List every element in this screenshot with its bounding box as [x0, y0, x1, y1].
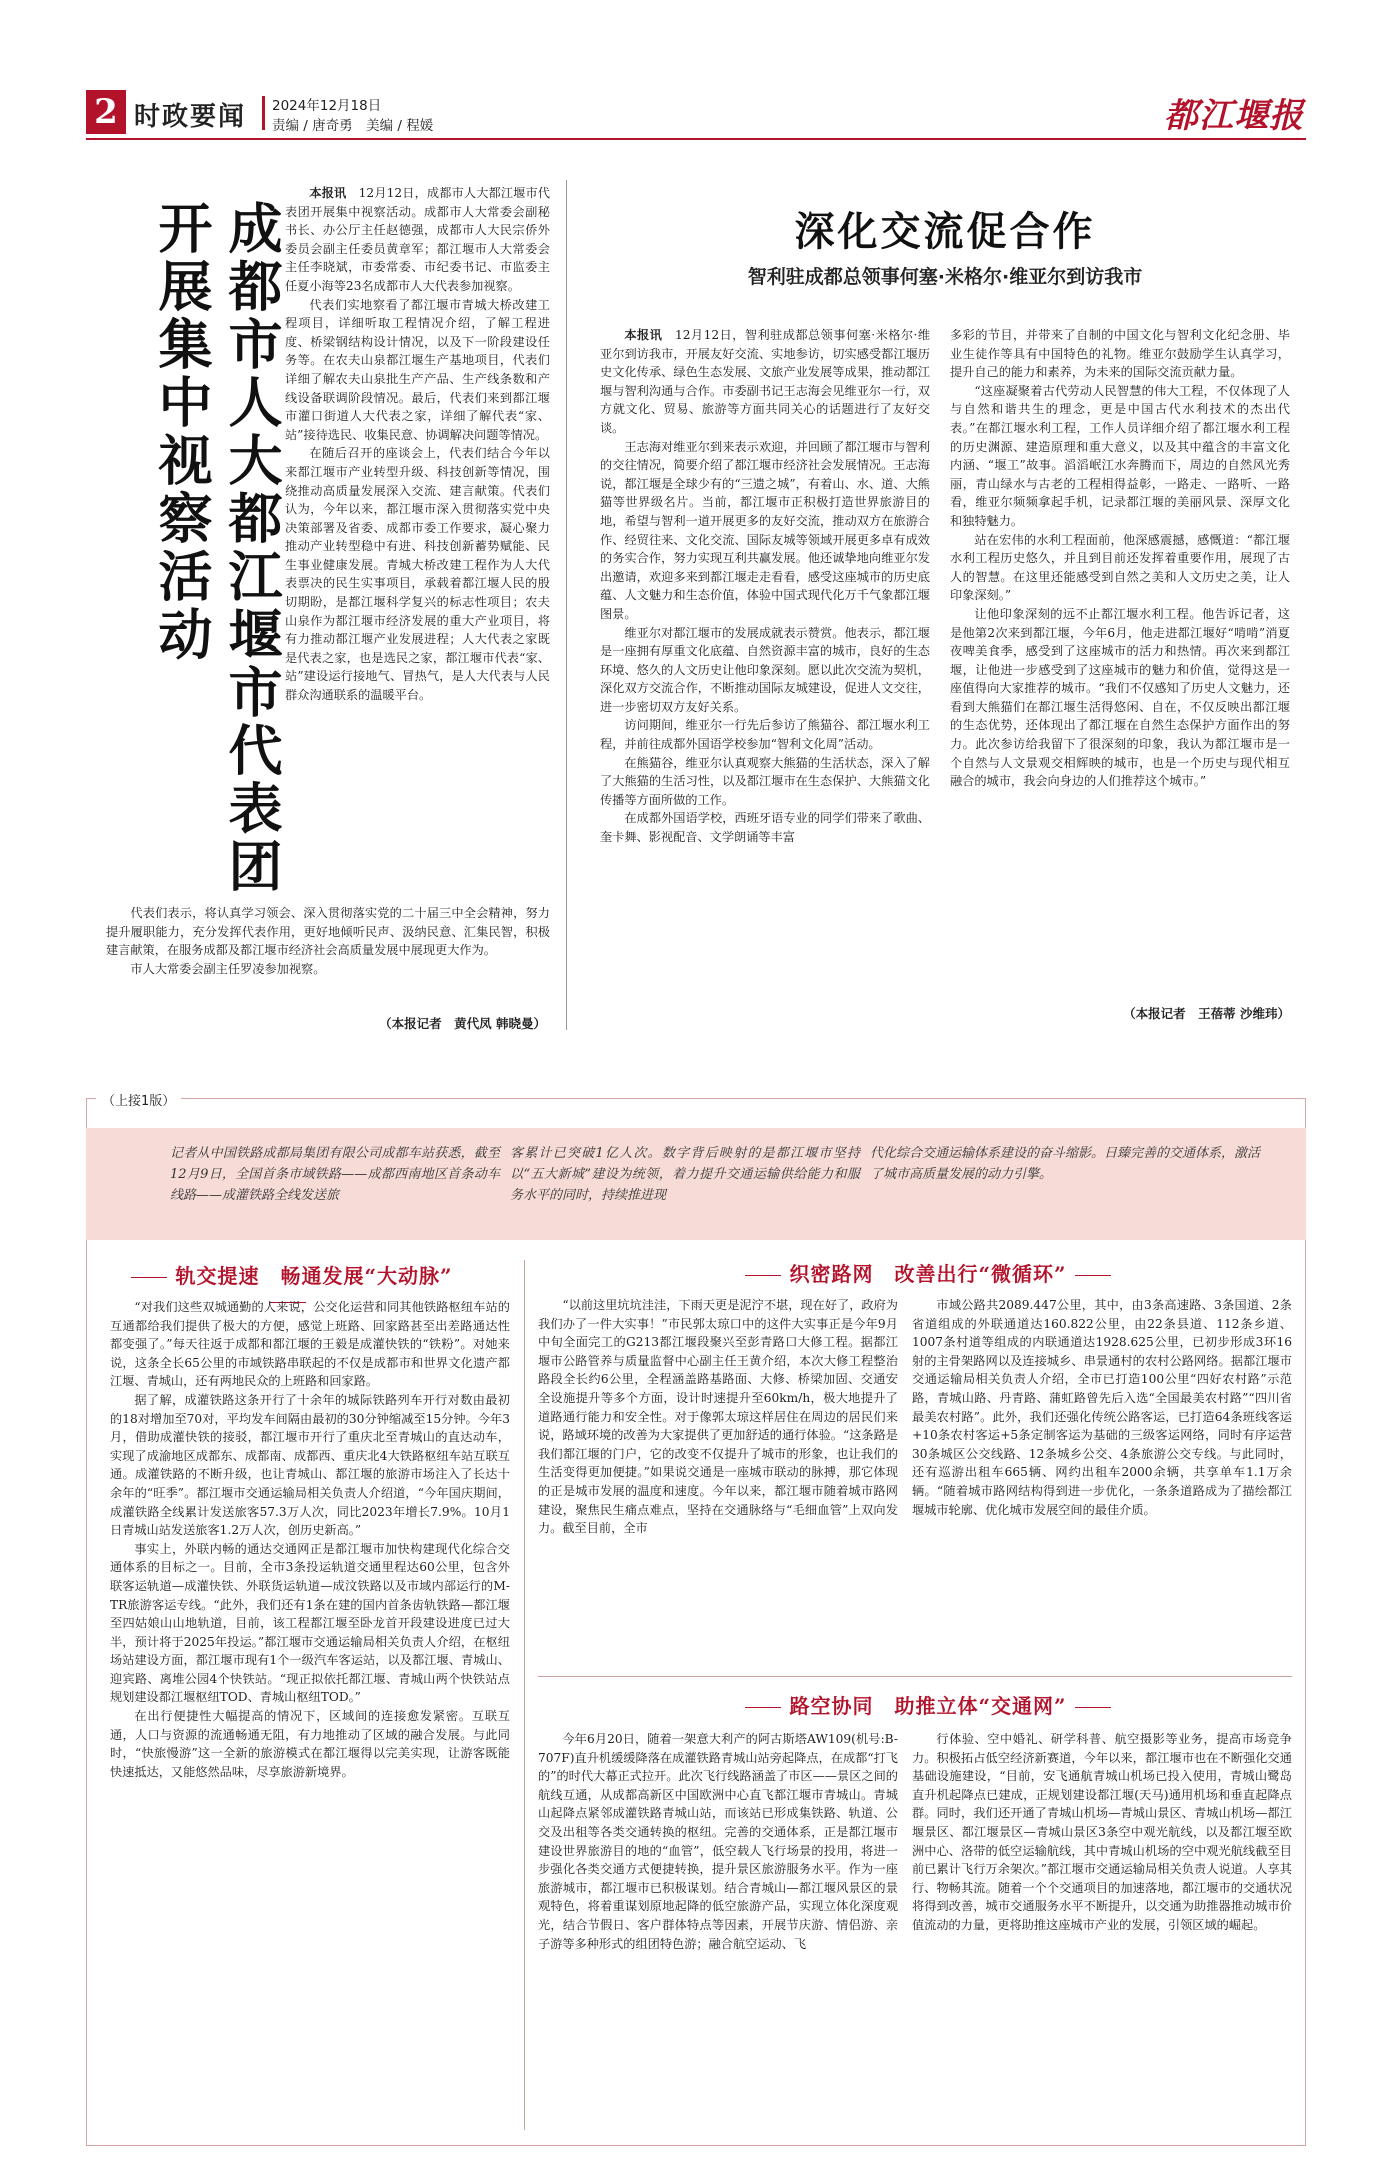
continued-from-label: （上接1版）	[96, 1090, 181, 1109]
paragraph: 访问期间，维亚尔一行先后参访了熊猫谷、都江堰水利工程，并前往成都外国语学校参加“智利文化周”活动。	[600, 718, 930, 752]
article1-tail	[106, 904, 550, 978]
lead-column-3: 代化综合交通运输体系建设的奋斗缩影。日臻完善的交通体系，激活了城市高质量发展的动力引擎。	[870, 1146, 1261, 1182]
paragraph: 本报讯 12月12日，成都市人大都江堰市代表团开展集中视察活动。成都市人大常委会副秘书长、办公厅主任赵德强，成都市人大民宗侨外委员会副主任委员黄章军；都江堰市人大常委会主任李晓斌，市委常委、市纪委书记、市监委主任夏小海等23名成都市人大代表参加视察。	[285, 186, 550, 293]
paragraph: 代表们表示，将认真学习领会、深入贯彻落实党的二十届三中全会精神，努力提升履职能力，充分发挥代表作用，更好地倾听民声、汲纳民意、汇集民智，积极建言献策，在服务成都及都江堰市经济社会高质量发展中展现更大作为。	[106, 906, 550, 958]
paragraph: 在熊猫谷，维亚尔认真观察大熊猫的生活状态，深入了解了大熊猫的生活习性，以及都江堰市在生态保护、大熊猫文化传播等方面所做的工作。	[600, 755, 930, 807]
paragraph: 多彩的节目，并带来了自制的中国文化与智利文化纪念册、毕业生徒作等具有中国特色的礼物。维亚尔鼓励学生认真学习，提升自己的能力和素养，为未来的国际交流贡献力量。	[950, 328, 1290, 380]
column-divider	[524, 1260, 525, 2130]
paragraph: “对我们这些双城通勤的人来说，公交化运营和同其他铁路枢纽车站的互通都给我们提供了极大的方便，感觉上班路、回家路甚至出差路通达性都变强了。”每天往返于成都和都江堰的王毅是成灌快铁的“铁粉”。对她来说，这条全长65公里的市域铁路串联起的不仅是成都市和世界文化遗产都江堰、青城山，还有两地民众的上班路和回家路。	[110, 1300, 510, 1389]
paragraph: 让他印象深刻的远不止都江堰水利工程。他告诉记者，这是他第2次来到都江堰，今年6月，他走进都江堰好“啃啃”消夏夜啤美食季，感受到了这座城市的活力和热情。再次来到都江堰，让他进一步感受到了这座城市的魅力和价值，觉得这是一座值得向大家推荐的城市。“我们不仅感知了历史人文魅力，还看到大熊猫们在都江堰生活得悠闲、自在，不仅反映出都江堰的生态优势，还体现出了都江堰在自然生态保护方面作出的努力。此次参访给我留下了很深刻的印象，我认为都江堰市是一个自然与人文景观交相辉映的城市，也是一个历史与现代相互融合的城市，我会向身边的人们推荐这个城市。”	[950, 606, 1290, 789]
article2-column-1	[600, 326, 930, 847]
section-heading-roads: 织密路网 改善出行“微循环”	[718, 1258, 1138, 1287]
section2-column-1	[538, 1296, 898, 1538]
page-number-badge: 2	[86, 90, 126, 134]
article2-byline: （本报记者 王蓓蒂 沙维玮）	[1123, 1006, 1290, 1021]
section3-column-1	[538, 1730, 898, 1953]
article2-subheadline: 智利驻成都总领事何塞·米格尔·维亚尔到访我市	[747, 266, 1143, 288]
lead-column-1: 记者从中国铁路成都局集团有限公司成都车站获悉，截至12月9日，全国首条市域铁路——成都西南地区首条动车线路——成灌铁路全线发送旅	[170, 1146, 500, 1203]
editor-credits: 责编 / 唐奇勇 美编 / 程媛	[272, 118, 434, 134]
section1-body	[110, 1298, 510, 1781]
newspaper-masthead: 都江堰报	[1164, 96, 1304, 136]
paragraph: “以前这里坑坑洼洼，下雨天更是泥泞不堪，现在好了，政府为我们办了一件大实事！”市民郭太琼口中的这件大实事正是今年9月中旬全面完工的G213都江堰段聚兴至彭青路口大修工程。据都江堰市公路管养与质量监督中心副主任王黄介绍，本次大修工程整治路段全长约6公里，全程涵盖路基路面、大修、桥梁加固、交通安全设施提升等多个方面，设计时速提升至60km/h，极大地提升了道路通行能力和安全性。对于像郭太琼这样居住在周边的居民们来说，路域环境的改善为大家提供了更加舒适的通行体验。“这条路是我们都江堰的门户，它的改变不仅提升了城市的形象，也让我们的生活变得更加便捷。”如果说交通是一座城市联动的脉搏，那它体现的正是城市发展的温度和速度。今年以来，都江堰市随着城市路网建设，聚焦民生痛点难点，坚持在交通脉络与“毛细血管”上双向发力。截至目前，全市	[538, 1298, 898, 1536]
paragraph: 事实上，外联内畅的通达交通网正是都江堰市加快构建现代化综合交通体系的目标之一。目前，全市3条投运轨道交通里程达60公里，包含外联客运轨道—成灌快铁、外联货运轨道—成汶铁路以及市域内部运行的M-TR旅游客运专线。“此外，我们还有1条在建的国内首条齿轨铁路—都江堰至四姑娘山山地轨道，目前，该工程都江堰至卧龙首开段建设进度已过大半，预计将于2025年投运。”都江堰市交通运输局相关负责人介绍，在枢纽场站建设方面，都江堰市现有1个一级汽车客运站，以及都江堰、青城山、迎宾路、离堆公园4个快铁站。“现正拟依托都江堰、青城山两个快铁站点规划建设都江堰枢纽TOD、青城山枢纽TOD。”	[110, 1541, 510, 1705]
paragraph: 市域公路共2089.447公里，其中，由3条高速路、3条国道、2条省道组成的外联通道达160.822公里，由22条县道、112条乡道、1007条村道等组成的内联通道达1928.625公里，已初步形成3环16射的主骨架路网以及连接城乡、串景通村的农村公路网络。据都江堰市交通运输局相关负责人介绍，全市已打造100公里“四好农村路”示范路，青城山路、丹青路、蒲虹路曾先后入选“全国最美农村路”“四川省最美农村路”。此外，我们还强化传统公路客运，已打造64条班线客运+10条农村客运+5条定制客运为基础的三级客运网络，同时有序运营30条城区公交线路、12条城乡公交、4条旅游公交专线。与此同时，还有巡游出租车665辆、网约出租车2000余辆，共享单车1.1万余辆。“随着城市路网结构得到进一步优化，一条条道路成为了描绘都江堰城市轮廓、优化城市发展空间的最佳介质。	[912, 1298, 1292, 1517]
paragraph: 在随后召开的座谈会上，代表们结合今年以来都江堰市产业转型升级、科技创新等情况，围绕推动高质量发展深入交流、建言献策。代表们认为，今年以来，都江堰市深入贯彻落实党中央决策部署及省委、成都市委工作要求，凝心聚力推动产业转型稳中有进、科技创新蓄势赋能、民生事业健康发展。青城大桥改建工程作为人大代表票决的民生实事项目，承载着都江堰人民的殷切期盼，是都江堰科学复兴的标志性项目；农夫山泉作为都江堰市经济发展的重大产业项目，将有力推动都江堰产业发展进程；人大代表之家既是代表之家，也是选民之家，都江堰市代表“家、站”建设运行接地气、冒热气，是人大代表与人民群众沟通联系的温暖平台。	[285, 446, 550, 703]
article1-body	[285, 184, 550, 705]
paragraph: 本报讯 12月12日，智利驻成都总领事何塞·米格尔·维亚尔到访我市，开展友好交流、实地参访，切实感受都江堰历史文化传承、绿色生态发展、文旅产业发展等成果，推动都江堰与智利沟通与合作。市委副书记王志海会见维亚尔一行，双方就文化、贸易、旅游等方面共同关心的话题进行了友好交谈。	[600, 328, 931, 435]
header-rule	[86, 138, 1306, 140]
headline-line-2: 开展集中视察活动	[150, 200, 214, 664]
paragraph: 市人大常委会副主任罗凌参加视察。	[130, 961, 326, 976]
paragraph: 据了解，成灌铁路这条开行了十余年的城际铁路列车开行对数由最初的18对增加至70对，平均发车间隔由最初的30分钟缩减至15分钟。今年3月，借助成灌快铁的接驳，都江堰市开行了重庆北至青城山的直达动车，实现了成渝地区成都东、成都南、成都西、重庆北4大铁路枢纽车站互联互通。成灌铁路的不断升级，也让青城山、都江堰的旅游市场注入了长达十余年的“旺季”。都江堰市交通运输局相关负责人介绍道，“今年国庆期间，成灌铁路全线累计发送旅客57.3万人次，同比2023年增长7.9%。10月1日青城山站发送旅客1.2万人次，创历史新高。”	[110, 1392, 510, 1538]
section-heading-air: 路空协同 助推立体“交通网”	[718, 1690, 1138, 1719]
paragraph: 代表们实地察看了都江堰市青城大桥改建工程项目，详细听取工程情况介绍，了解工程进度、桥梁钢结构设计情况，以及下一阶段建设任务等。在农夫山泉都江堰生产基地项目，代表们详细了解农夫山泉批生产产品、生产线条数和产线设备联调阶段情况。最后，代表们来到都江堰市灌口街道人大代表之家，详细了解代表“家、站”接待选民、收集民意、协调解决问题等情况。	[285, 297, 550, 442]
paragraph: 站在宏伟的水利工程面前，他深感震撼，感慨道：“都江堰水利工程历史悠久，并且到目前还发挥着重要作用，展现了古人的智慧。在这里还能感受到自然之美和人文历史之美，让人印象深刻。”	[950, 532, 1290, 603]
issue-date: 2024年12月18日	[272, 98, 382, 114]
section-divider	[538, 1676, 1292, 1677]
section-title: 时政要闻	[134, 102, 247, 132]
header-divider	[262, 96, 265, 130]
column-divider	[566, 180, 567, 1030]
article2-column-2	[950, 326, 1290, 791]
paragraph: 维亚尔对都江堰市的发展成就表示赞赏。他表示，都江堰是一座拥有厚重文化底蕴、自然资源丰富的城市，良好的生态环境、悠久的人文历史让他印象深刻。愿以此次交流为契机，深化双方交流合作，不断推动国际友城建设，促进人文交往，进一步密切双方友好关系。	[600, 625, 930, 714]
section-heading-rail: 轨交提速 畅通发展“大动脉”	[110, 1260, 466, 1313]
paragraph: 在出行便捷性大幅提高的情况下，区域间的连接愈发紧密。互联互通，人口与资源的流通畅通无阻，有力地推动了区域的融合发展。与此同时，“快旅慢游”这一全新的旅游模式在都江堰得以完美实现，让游客既能快速抵达，又能悠然品味，尽享旅游新境界。	[110, 1709, 510, 1779]
article2-headline: 深化交流促合作	[794, 208, 1096, 255]
section3-column-2	[912, 1730, 1292, 1935]
article1-vertical-headline	[104, 200, 284, 900]
article1-byline: （本报记者 黄代凤 韩晓曼）	[379, 1016, 546, 1031]
lead-column-2: 客累计已突破1亿人次。数字背后映射的是都江堰市坚持以“五大新城”建设为统领，着力提升交通运输供给能力和服务水平的同时，持续推进现	[510, 1146, 860, 1203]
section2-column-2	[912, 1296, 1292, 1519]
paragraph: 王志海对维亚尔到来表示欢迎，并回顾了都江堰市与智利的交往情况，简要介绍了都江堰市经济社会发展情况。王志海说，都江堰是全球少有的“三遗之城”，有着山、水、道、大熊猫等世界级名片。当前，都江堰市正积极打造世界旅游目的地，希望与智利一道开展更多的友好交流，推动双方在旅游合作、经贸往来、文化交流、国际友城等领域开展更多卓有成效的务实合作，努力实现互利共赢发展。他还诚挚地向维亚尔发出邀请，欢迎多来到都江堰走走看看，感受这座城市的历史底蕴、人文魅力和生态价值，体验中国式现代化万千气象都江堰图景。	[600, 439, 930, 621]
headline-line-1: 成都市人大都江堰市代表团	[220, 200, 284, 896]
paragraph: “这座凝聚着古代劳动人民智慧的伟大工程，不仅体现了人与自然和谐共生的理念，更是中国古代水利技术的杰出代表。”在都江堰水利工程，工作人员详细介绍了都江堰水利工程的历史渊源、建造原理和重大意义，以及其中蕴含的丰富文化内涵、“堰工”故事。滔滔岷江水奔腾而下，周边的自然风光秀丽，青山绿水与古老的工程相得益彰，一路走、一路听、一路看，维亚尔频频拿起手机，记录都江堰的美丽风景、深厚文化和独特魅力。	[950, 383, 1290, 528]
paragraph: 今年6月20日，随着一架意大利产的阿古斯塔AW109(机号:B-707F)直升机缓缓降落在成灌铁路青城山站旁起降点，在成都“打飞的”的时代大幕正式拉开。此次飞行线路涵盖了市区——景区之间的航线互通，从成都高新区中国欧洲中心直飞都江堰市青城山。青城山起降点紧邻成灌铁路青城山站，而该站已形成集铁路、轨道、公交及出租等各类交通转换的枢纽。完善的交通体系，正是都江堰市建设世界旅游目的地的“血管”，低空载人飞行场景的投用，将进一步强化各类交通方式便捷转换，提升景区旅游服务水平。作为一座旅游城市，都江堰市已积极谋划。结合青城山—都江堰风景区的景观特色，将着重谋划原地起降的低空旅游产品，实现立体化深度观光，结合节假日、客户群体特点等因素，开展节庆游、情侣游、亲子游等多种形式的组团特色游；融合航空运动、飞	[538, 1732, 898, 1951]
paragraph: 在成都外国语学校，西班牙语专业的同学们带来了歌曲、奎卡舞、影视配音、文学朗诵等丰富	[600, 811, 930, 845]
paragraph: 行体验、空中婚礼、研学科普、航空摄影等业务，提高市场竞争力。积极拓占低空经济新赛道，今年以来，都江堰市也在不断强化交通基础设施建设，“目前，安飞通航青城山机场已投入使用，青城山鹭岛直升机起降点已建成，正规划建设都江堰(天马)通用机场和垂直起降点群。同时，我们还开通了青城山机场—青城山景区、青城山机场—都江堰景区、都江堰景区—青城山景区3条空中观光航线，以及都江堰至欧洲中心、洛带的低空运输航线，其中青城山机场的空中观光航线截至目前已累计飞行万余架次。”都江堰市交通运输局相关负责人说道。人享其行、物畅其流。随着一个个交通项目的加速落地，都江堰市的交通状况将得到改善，城市交通服务水平不断提升，以交通为助推器推动城市价值流动的力量，更将助推这座城市产业的发展，引领区域的崛起。	[912, 1732, 1292, 1932]
